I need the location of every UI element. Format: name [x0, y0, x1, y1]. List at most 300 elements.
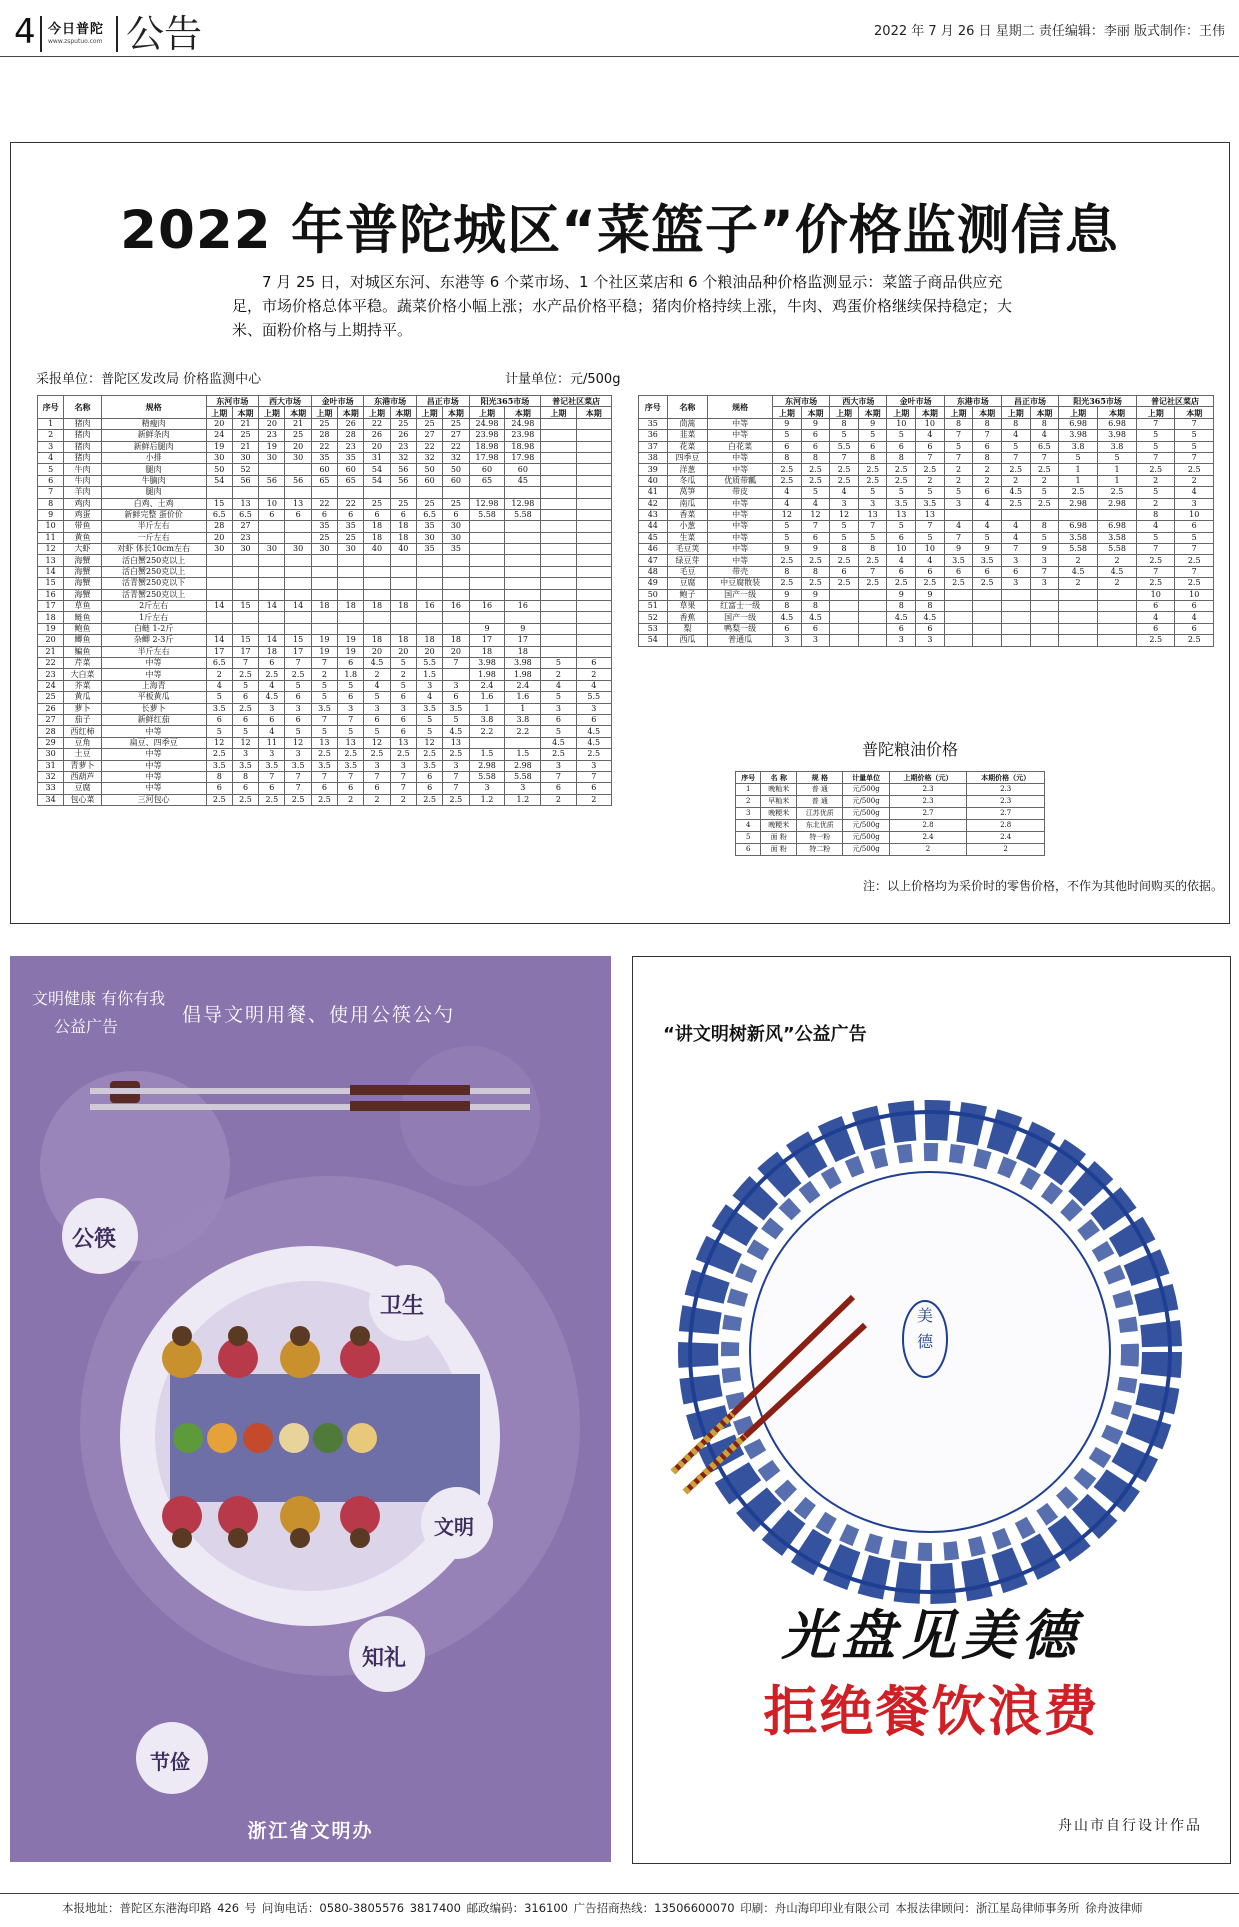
table-cell: [1098, 635, 1137, 646]
table-cell: 53: [639, 623, 668, 634]
period-header: 上期: [206, 407, 232, 418]
market-header: 金叶市场: [311, 396, 364, 407]
table-cell: 2: [1030, 475, 1059, 486]
table-cell: 2.3: [967, 796, 1045, 808]
table-cell: 2.5: [773, 475, 802, 486]
table-cell: [232, 578, 258, 589]
table-cell: 9: [773, 589, 802, 600]
table-cell: 3: [390, 703, 416, 714]
table-cell: 17: [232, 646, 258, 657]
table-cell: 萝卜: [64, 703, 101, 714]
table-cell: 6: [916, 566, 945, 577]
table-cell: 2.5: [773, 464, 802, 475]
table-cell: [206, 623, 232, 634]
table-cell: 猪肉: [64, 418, 101, 429]
table-cell: 23: [338, 441, 364, 452]
table-cell: [390, 623, 416, 634]
table-cell: [469, 612, 505, 623]
table-cell: 7: [830, 452, 859, 463]
table-cell: 9: [773, 544, 802, 555]
table-cell: 5: [1030, 487, 1059, 498]
table-row: [639, 544, 1214, 555]
table-cell: 3: [469, 783, 505, 794]
table-cell: [576, 612, 611, 623]
table-cell: 2: [1175, 475, 1214, 486]
table-cell: 5: [1175, 532, 1214, 543]
table-cell: [338, 612, 364, 623]
table-cell: 20: [206, 532, 232, 543]
table-cell: 3: [390, 760, 416, 771]
table-cell: 4: [944, 521, 973, 532]
table-row: [736, 820, 1045, 832]
table-cell: [416, 612, 442, 623]
table-cell: 3: [576, 760, 611, 771]
table-cell: 5.58: [469, 509, 505, 520]
table-cell: 11: [38, 532, 64, 543]
table-cell: 1斤左右: [101, 612, 206, 623]
table-cell: 15: [285, 635, 311, 646]
table-cell: 22: [311, 441, 337, 452]
section-title: 公告: [126, 12, 203, 56]
header-cell: 上期价格（元）: [889, 772, 967, 784]
table-cell: 5: [801, 487, 830, 498]
table-cell: 2.5: [1030, 498, 1059, 509]
table-cell: 11: [259, 737, 285, 748]
market-header: 西大市场: [830, 396, 887, 407]
table-cell: 65: [338, 475, 364, 486]
table-cell: 7: [390, 771, 416, 782]
table-cell: [830, 612, 859, 623]
table-cell: 3: [285, 703, 311, 714]
table-cell: [576, 566, 611, 577]
table-cell: 39: [639, 464, 668, 475]
table-cell: 鲫鱼: [64, 635, 101, 646]
table-cell: [541, 646, 576, 657]
table-cell: 8: [887, 452, 916, 463]
table-cell: 2: [364, 794, 390, 805]
table-cell: 2.98: [1098, 498, 1137, 509]
table-cell: [541, 623, 576, 634]
table-cell: 3: [576, 703, 611, 714]
table-row: [38, 692, 612, 703]
table-cell: 27: [38, 714, 64, 725]
table-cell: [576, 532, 611, 543]
table-cell: 2.5: [1059, 487, 1098, 498]
table-cell: 4.5: [1001, 487, 1030, 498]
table-cell: 5.58: [1059, 544, 1098, 555]
table-cell: 6: [443, 509, 469, 520]
table-cell: 9: [505, 623, 541, 634]
table-cell: 18: [390, 532, 416, 543]
table-cell: 黄瓜: [64, 692, 101, 703]
period-header: 本期: [1030, 407, 1059, 418]
table-cell: 5: [364, 692, 390, 703]
table-cell: [973, 509, 1002, 520]
table-cell: [830, 635, 859, 646]
table-cell: [973, 612, 1002, 623]
table-cell: 60: [311, 464, 337, 475]
table-cell: 17.98: [505, 452, 541, 463]
table-cell: 50: [206, 464, 232, 475]
table-cell: 2.5: [773, 555, 802, 566]
table-cell: 22: [38, 657, 64, 668]
table-cell: 3: [259, 703, 285, 714]
table-cell: 2.8: [967, 820, 1045, 832]
table-cell: 28: [338, 430, 364, 441]
table-cell: 2.5: [858, 464, 887, 475]
table-cell: 鸡蛋: [64, 509, 101, 520]
table-row: [38, 783, 612, 794]
table-cell: 7: [311, 714, 337, 725]
table-cell: 30: [232, 544, 258, 555]
table-cell: 大白菜: [64, 669, 101, 680]
table-cell: 5.58: [505, 771, 541, 782]
table-cell: 16: [505, 601, 541, 612]
table-cell: 2.5: [830, 475, 859, 486]
table-cell: 5.5: [416, 657, 442, 668]
table-cell: 2: [1059, 555, 1098, 566]
table-cell: [416, 487, 442, 498]
period-header: 本期: [338, 407, 364, 418]
table-cell: 6: [443, 692, 469, 703]
table-cell: 54: [364, 475, 390, 486]
table-cell: 海蟹: [64, 578, 101, 589]
table-cell: 5: [858, 487, 887, 498]
table-cell: 中等: [101, 749, 206, 760]
table-row: [639, 555, 1214, 566]
table-cell: 7: [364, 771, 390, 782]
table-cell: 9: [773, 418, 802, 429]
table-cell: 3.5: [206, 760, 232, 771]
table-cell: 土豆: [64, 749, 101, 760]
table-cell: 25: [338, 532, 364, 543]
table-cell: [973, 623, 1002, 634]
table-cell: 30: [38, 749, 64, 760]
table-cell: 3.8: [505, 714, 541, 725]
table-cell: [576, 418, 611, 429]
table-cell: 红富士一级: [708, 601, 773, 612]
table-cell: [469, 544, 505, 555]
table-cell: 3: [1175, 498, 1214, 509]
table-cell: 6: [259, 783, 285, 794]
table-cell: 莴笋: [667, 487, 708, 498]
table-cell: [1059, 601, 1098, 612]
table-cell: 面 粉: [761, 844, 797, 856]
table-cell: 2: [973, 464, 1002, 475]
table-cell: 18.98: [505, 441, 541, 452]
period-header: 上期: [364, 407, 390, 418]
table-cell: [259, 612, 285, 623]
table-cell: 中等: [101, 783, 206, 794]
table-cell: [285, 623, 311, 634]
table-cell: 35: [416, 521, 442, 532]
table-cell: 60: [416, 475, 442, 486]
table-cell: 7: [1175, 544, 1214, 555]
table-cell: [944, 589, 973, 600]
table-cell: 56: [390, 464, 416, 475]
public-chopsticks-ad: [10, 956, 611, 1862]
table-cell: 9: [858, 418, 887, 429]
table-cell: 2.5: [830, 555, 859, 566]
table-cell: 2.4: [469, 680, 505, 691]
table-cell: 4.5: [1098, 566, 1137, 577]
period-header: 本期: [858, 407, 887, 418]
table-cell: 14: [259, 601, 285, 612]
table-cell: 1.6: [505, 692, 541, 703]
table-cell: 36: [639, 430, 668, 441]
table-cell: 6: [232, 783, 258, 794]
table-cell: 6.98: [1059, 521, 1098, 532]
table-cell: 23: [390, 441, 416, 452]
table-row: [38, 771, 612, 782]
table-cell: [338, 589, 364, 600]
table-cell: 5: [830, 430, 859, 441]
table-cell: [541, 430, 576, 441]
table-cell: 小排: [101, 452, 206, 463]
market-header: 东河市场: [773, 396, 830, 407]
table-cell: 早籼米: [761, 796, 797, 808]
table-cell: 中等: [708, 418, 773, 429]
table-cell: 5: [1175, 430, 1214, 441]
table-cell: 8: [232, 771, 258, 782]
table-cell: 5: [858, 430, 887, 441]
table-cell: 鳊鱼: [64, 646, 101, 657]
table-cell: 1: [505, 703, 541, 714]
table-cell: 6: [338, 509, 364, 520]
table-cell: 4: [916, 430, 945, 441]
table-cell: 6: [576, 783, 611, 794]
table-cell: 50: [443, 464, 469, 475]
table-cell: 8: [830, 418, 859, 429]
table-cell: 24.98: [505, 418, 541, 429]
table-cell: 3: [38, 441, 64, 452]
table-cell: 20: [364, 441, 390, 452]
table-cell: 2.3: [889, 796, 967, 808]
table-cell: [390, 566, 416, 577]
table-cell: 13: [311, 737, 337, 748]
table-cell: 22: [338, 498, 364, 509]
table-cell: 香菜: [667, 509, 708, 520]
table-cell: 2.5: [364, 749, 390, 760]
table-cell: 6.98: [1059, 418, 1098, 429]
period-header: 上期: [259, 407, 285, 418]
table-cell: 5: [206, 692, 232, 703]
table-cell: 2.4: [967, 832, 1045, 844]
table-cell: 3: [505, 783, 541, 794]
table-cell: [1059, 509, 1098, 520]
table-cell: 40: [639, 475, 668, 486]
table-cell: 10: [259, 498, 285, 509]
table-cell: 5: [1137, 487, 1175, 498]
table-cell: 13: [916, 509, 945, 520]
table-cell: 2.7: [889, 808, 967, 820]
table-cell: 7: [443, 771, 469, 782]
table-cell: 海蟹: [64, 566, 101, 577]
table-cell: 3.5: [443, 703, 469, 714]
table-cell: 带皮: [708, 487, 773, 498]
table-cell: 8: [973, 452, 1002, 463]
ad-slogan: 文明健康 有你有我: [32, 989, 166, 1008]
table-cell: 2.5: [1175, 635, 1214, 646]
table-cell: 2.5: [259, 794, 285, 805]
table-cell: 2.5: [973, 578, 1002, 589]
table-cell: 2.98: [505, 760, 541, 771]
table-cell: 2.5: [443, 794, 469, 805]
table-cell: [416, 555, 442, 566]
table-cell: [416, 578, 442, 589]
table-cell: 2: [206, 669, 232, 680]
table-cell: 27: [443, 430, 469, 441]
table-cell: 10: [1175, 589, 1214, 600]
table-cell: 普 通: [797, 784, 843, 796]
table-cell: 6: [364, 714, 390, 725]
table-cell: 8: [773, 601, 802, 612]
table-cell: 芥菜: [64, 680, 101, 691]
table-cell: 3.5: [285, 760, 311, 771]
table-cell: 5: [916, 532, 945, 543]
table-cell: 6: [1175, 623, 1214, 634]
table-cell: 5: [1137, 441, 1175, 452]
table-row: [38, 498, 612, 509]
table-cell: 2.5: [259, 669, 285, 680]
table-cell: 6: [887, 623, 916, 634]
table-cell: 四季豆: [667, 452, 708, 463]
table-cell: 25: [443, 498, 469, 509]
table-cell: 18: [259, 646, 285, 657]
table-cell: 5: [311, 726, 337, 737]
table-cell: 2.98: [469, 760, 505, 771]
table-cell: 6: [416, 771, 442, 782]
table-cell: [1098, 509, 1137, 520]
table-cell: 9: [944, 544, 973, 555]
table-cell: 10: [1175, 509, 1214, 520]
table-cell: [1059, 635, 1098, 646]
table-row: [639, 487, 1214, 498]
table-row: [38, 578, 612, 589]
table-cell: [232, 487, 258, 498]
table-row: [38, 475, 612, 486]
table-cell: 3.5: [232, 760, 258, 771]
grain-price-table: [735, 771, 1045, 856]
table-cell: 18: [364, 532, 390, 543]
table-cell: 3: [1001, 555, 1030, 566]
table-cell: 21: [232, 418, 258, 429]
table-cell: 19: [206, 441, 232, 452]
table-cell: 腿肉: [101, 464, 206, 475]
table-cell: 长萝卜: [101, 703, 206, 714]
table-cell: 5: [541, 692, 576, 703]
table-cell: 7: [232, 657, 258, 668]
table-cell: 7: [1137, 452, 1175, 463]
table-cell: 5: [1098, 452, 1137, 463]
table-cell: 18: [311, 601, 337, 612]
table-cell: 7: [285, 771, 311, 782]
table-cell: [259, 487, 285, 498]
ad-type: 公益广告: [54, 1017, 119, 1036]
table-cell: 9: [801, 418, 830, 429]
table-cell: 普 通: [797, 796, 843, 808]
table-cell: 5: [887, 521, 916, 532]
table-cell: 3: [259, 749, 285, 760]
period-header: 上期: [1137, 407, 1175, 418]
table-cell: 2.5: [338, 749, 364, 760]
table-cell: [390, 578, 416, 589]
table-cell: [576, 601, 611, 612]
table-cell: 3.5: [416, 760, 442, 771]
table-cell: [541, 544, 576, 555]
table-cell: 6: [285, 692, 311, 703]
period-header: 本期: [1175, 407, 1214, 418]
table-cell: 12: [38, 544, 64, 555]
table-cell: [541, 418, 576, 429]
table-cell: 元/500g: [843, 844, 889, 856]
table-row: [639, 623, 1214, 634]
table-cell: [364, 566, 390, 577]
table-cell: [830, 601, 859, 612]
table-cell: 12: [416, 737, 442, 748]
table-cell: [858, 601, 887, 612]
table-cell: 2.2: [505, 726, 541, 737]
table-cell: 4.5: [443, 726, 469, 737]
table-cell: 9: [801, 544, 830, 555]
table-cell: [285, 566, 311, 577]
table-cell: 2.5: [1175, 578, 1214, 589]
table-cell: [1098, 612, 1137, 623]
table-cell: 7: [443, 783, 469, 794]
table-cell: [206, 566, 232, 577]
table-cell: 5: [206, 726, 232, 737]
table-row: [38, 452, 612, 463]
table-cell: 5: [232, 726, 258, 737]
table-cell: 4: [576, 680, 611, 691]
table-cell: 6: [1137, 601, 1175, 612]
table-row: [639, 578, 1214, 589]
table-cell: [259, 566, 285, 577]
header-cell: 序号: [639, 396, 668, 419]
header-divider: [116, 16, 118, 52]
table-cell: 2: [1137, 475, 1175, 486]
table-cell: 30: [259, 452, 285, 463]
table-cell: 3.5: [916, 498, 945, 509]
table-cell: 中等: [708, 498, 773, 509]
table-cell: 2.5: [416, 749, 442, 760]
table-cell: 6: [206, 714, 232, 725]
table-cell: 24: [38, 680, 64, 691]
table-cell: [858, 612, 887, 623]
table-cell: 1: [38, 418, 64, 429]
table-cell: 新鲜条肉: [101, 430, 206, 441]
table-cell: 47: [639, 555, 668, 566]
table-cell: 48: [639, 566, 668, 577]
table-cell: 5: [390, 680, 416, 691]
table-cell: 中等: [101, 657, 206, 668]
table-cell: 晚籼米: [761, 784, 797, 796]
table-cell: 4: [541, 680, 576, 691]
table-cell: [576, 635, 611, 646]
table-row: [38, 509, 612, 520]
table-cell: 腿肉: [101, 487, 206, 498]
table-cell: 3.5: [416, 703, 442, 714]
table-cell: 3: [541, 703, 576, 714]
table-cell: 生菜: [667, 532, 708, 543]
table-cell: [944, 635, 973, 646]
table-cell: 羊肉: [64, 487, 101, 498]
table-cell: 60: [505, 464, 541, 475]
table-cell: 2: [973, 475, 1002, 486]
table-cell: 2.5: [541, 749, 576, 760]
table-cell: [541, 452, 576, 463]
table-cell: [416, 589, 442, 600]
